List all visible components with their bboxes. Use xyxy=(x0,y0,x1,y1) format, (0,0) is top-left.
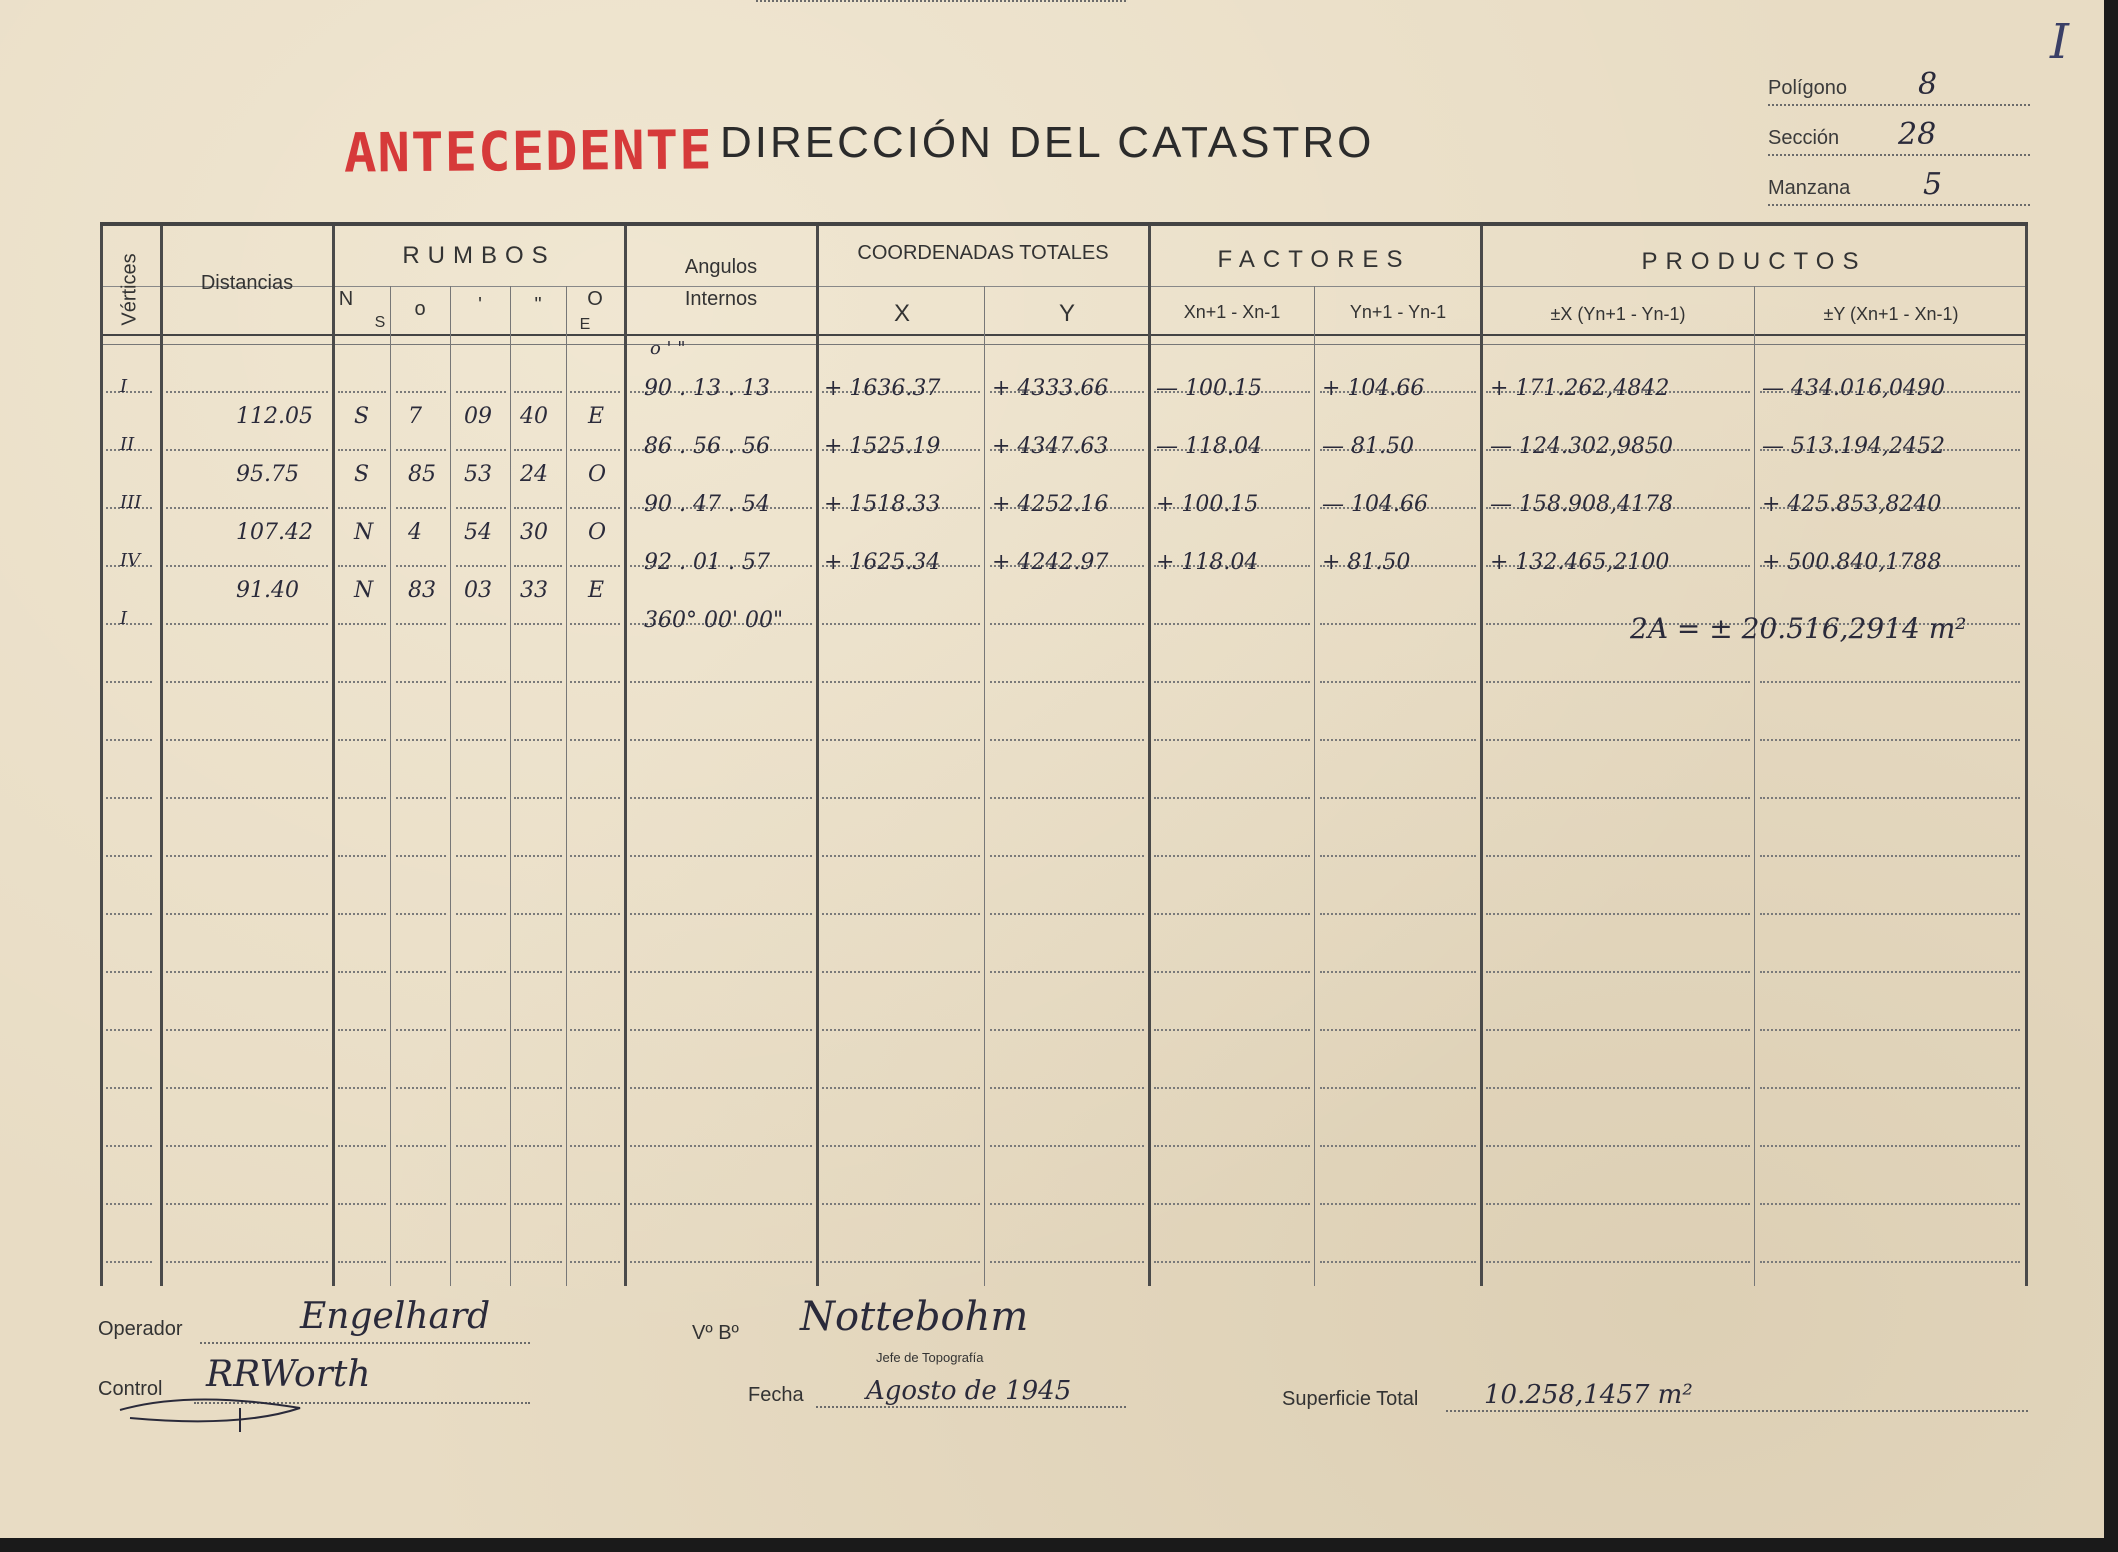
factor-y: — 81.50 xyxy=(1322,434,1414,459)
product-y: — 434.016,0490 xyxy=(1762,376,1945,401)
leg-minutes: 03 xyxy=(464,578,492,603)
operador-label: Operador xyxy=(98,1318,183,1340)
leg-oe: E xyxy=(588,404,605,429)
leg-ns: N xyxy=(354,520,374,545)
seccion-label: Sección xyxy=(1768,127,1840,149)
header-x: X xyxy=(893,300,910,327)
leg-minutes: 53 xyxy=(464,462,492,487)
leg-degrees: 83 xyxy=(408,578,436,603)
vertex-label: IV xyxy=(120,550,141,571)
angle-value: 90 . 47 . 54 xyxy=(644,492,770,517)
product-x: — 158.908,4178 xyxy=(1490,492,1673,517)
leg-degrees: 7 xyxy=(408,404,422,429)
fecha-label: Fecha xyxy=(748,1384,804,1406)
coord-x: + 1525.19 xyxy=(824,434,941,459)
header-productos: PRODUCTOS xyxy=(1641,248,1867,275)
header-rumbos-o: O xyxy=(587,288,603,310)
jefe-label: Jefe de Topografía xyxy=(876,1350,984,1365)
factor-y: + 81.50 xyxy=(1322,550,1411,575)
angle-value: 90 . 13 . 13 xyxy=(644,376,770,401)
leg-oe: O xyxy=(588,462,607,487)
poligono-value: 8 xyxy=(1918,67,1938,102)
manzana-field xyxy=(1768,164,2030,206)
header-vertices: Vértices xyxy=(118,253,141,326)
header-rumbos-deg: o xyxy=(414,298,426,320)
header-y: Y xyxy=(1058,300,1075,327)
coord-y: + 4242.97 xyxy=(992,550,1109,575)
vobo-label: Vº Bº xyxy=(692,1322,739,1344)
header-py: ±Y (Xn+1 - Xn-1) xyxy=(1823,304,1959,324)
seccion-value: 28 xyxy=(1898,117,1937,152)
leg-minutes: 09 xyxy=(464,404,492,429)
poligono-field xyxy=(1768,64,2030,106)
coord-x: + 1518.33 xyxy=(824,492,941,517)
header-rumbos-n: N xyxy=(338,288,354,310)
leg-distance: 112.05 xyxy=(236,404,313,429)
control-flourish xyxy=(110,1380,380,1440)
vobo-signature: Nottebohm xyxy=(800,1294,1029,1340)
header-rumbos-min: ' xyxy=(478,294,482,316)
factor-x: + 118.04 xyxy=(1156,550,1259,575)
corner-mark: I xyxy=(2050,14,2069,70)
leg-ns: S xyxy=(354,462,370,487)
header-factores: FACTORES xyxy=(1217,246,1411,273)
header-rumbos: RUMBOS xyxy=(402,242,556,269)
factor-x: — 100.15 xyxy=(1156,376,1262,401)
angle-value: 360° 00' 00" xyxy=(644,608,784,633)
poligono-label: Polígono xyxy=(1768,77,1847,99)
manzana-value: 5 xyxy=(1923,167,1943,202)
double-area: 2A = ± 20.516,2914 m² xyxy=(1630,612,1967,645)
vertex-label: I xyxy=(120,376,128,397)
header-distancias: Distancias xyxy=(200,272,294,294)
header-fy: Yn+1 - Yn-1 xyxy=(1349,302,1447,322)
control-signature: RRWorth xyxy=(206,1354,371,1395)
superficie-label: Superficie Total xyxy=(1282,1388,1419,1410)
control-label: Control xyxy=(98,1378,163,1400)
leg-oe: E xyxy=(588,578,605,603)
manzana-label: Manzana xyxy=(1768,177,1851,199)
product-x: + 171.262,4842 xyxy=(1490,376,1670,401)
header-rumbos-sec: " xyxy=(534,294,542,316)
product-y: + 500.840,1788 xyxy=(1762,550,1942,575)
superficie-value: 10.258,1457 m² xyxy=(1484,1380,1693,1410)
header-angulos-2: Internos xyxy=(684,288,758,310)
leg-distance: 107.42 xyxy=(236,520,313,545)
factor-y: — 104.66 xyxy=(1322,492,1428,517)
factor-x: — 118.04 xyxy=(1156,434,1262,459)
product-x: — 124.302,9850 xyxy=(1490,434,1673,459)
header-rumbos-e: E xyxy=(579,316,591,333)
header-rumbos-s: S xyxy=(374,314,386,331)
leg-degrees: 85 xyxy=(408,462,436,487)
coordinates-table xyxy=(100,222,2028,1286)
leg-ns: S xyxy=(354,404,370,429)
leg-degrees: 4 xyxy=(408,520,422,545)
leg-distance: 91.40 xyxy=(236,578,299,603)
vertex-label: III xyxy=(120,492,142,513)
factor-x: + 100.15 xyxy=(1156,492,1259,517)
angle-value: 86 . 56 . 56 xyxy=(644,434,770,459)
product-x: + 132.465,2100 xyxy=(1490,550,1670,575)
vertex-label: II xyxy=(120,434,135,455)
angle-units: o ' " xyxy=(650,338,686,359)
vertex-label: I xyxy=(120,608,128,629)
coord-y: + 4252.16 xyxy=(992,492,1109,517)
product-y: + 425.853,8240 xyxy=(1762,492,1942,517)
leg-seconds: 33 xyxy=(520,578,548,603)
leg-seconds: 30 xyxy=(520,520,548,545)
factor-y: + 104.66 xyxy=(1322,376,1425,401)
coord-y: + 4333.66 xyxy=(992,376,1109,401)
product-y: — 513.194,2452 xyxy=(1762,434,1945,459)
operador-signature: Engelhard xyxy=(300,1296,491,1337)
header-px: ±X (Yn+1 - Yn-1) xyxy=(1550,304,1686,324)
coord-y: + 4347.63 xyxy=(992,434,1109,459)
header-coordenadas: COORDENADAS TOTALES xyxy=(857,242,1109,264)
leg-distance: 95.75 xyxy=(236,462,299,487)
angle-value: 92 . 01 . 57 xyxy=(644,550,770,575)
leg-minutes: 54 xyxy=(464,520,492,545)
leg-seconds: 24 xyxy=(520,462,548,487)
antecedente-stamp: ANTECEDENTE xyxy=(343,118,713,185)
leg-oe: O xyxy=(588,520,607,545)
header-angulos-1: Angulos xyxy=(684,256,758,278)
header-fx: Xn+1 - Xn-1 xyxy=(1183,302,1281,322)
coord-x: + 1636.37 xyxy=(824,376,941,401)
leg-seconds: 40 xyxy=(520,404,548,429)
fecha-value: Agosto de 1945 xyxy=(866,1376,1072,1406)
seccion-field xyxy=(1768,114,2030,156)
leg-ns: N xyxy=(354,578,374,603)
coord-x: + 1625.34 xyxy=(824,550,941,575)
page-title: DIRECCIÓN DEL CATASTRO xyxy=(720,118,1375,167)
